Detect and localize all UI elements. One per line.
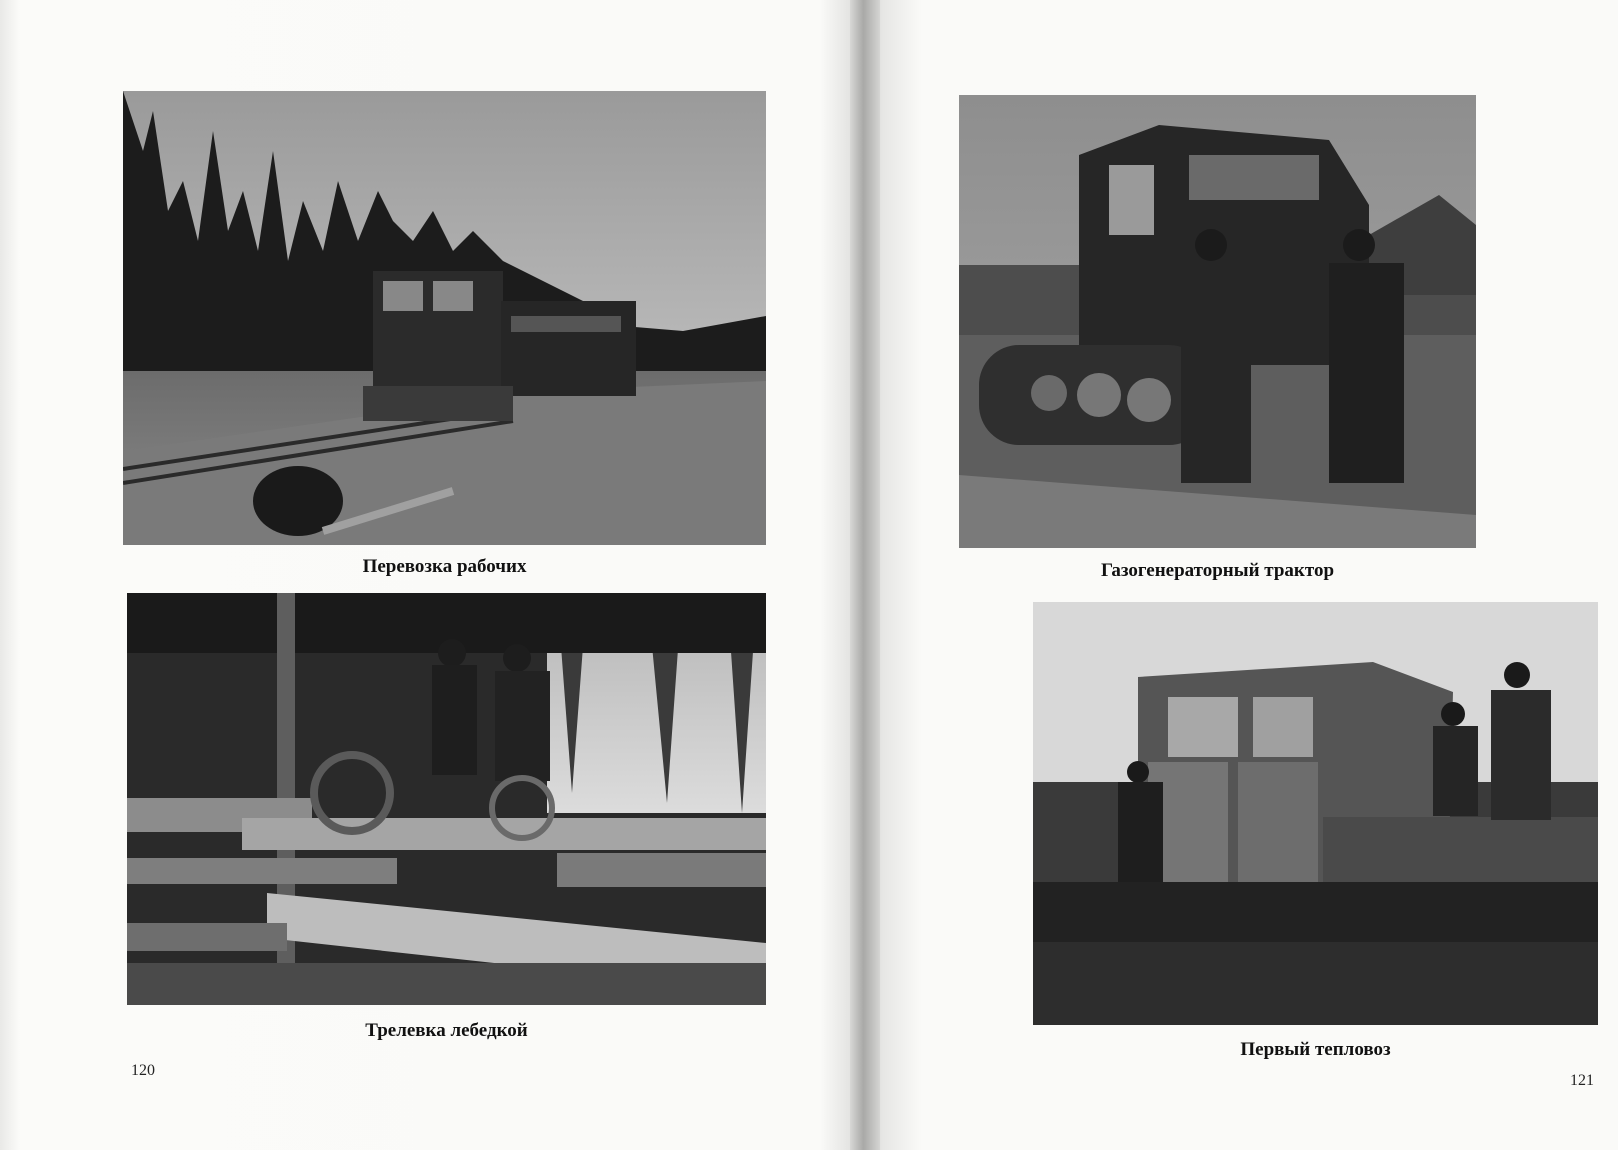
caption-gas-tractor: Газогенераторный трактор [1100, 560, 1335, 581]
photo-worker-transport [123, 91, 766, 545]
caption-winch-skidding: Трелевка лебедкой [365, 1020, 528, 1041]
page-number-right: 121 [1570, 1072, 1594, 1089]
photo-gas-tractor [959, 95, 1476, 548]
winch-image [127, 593, 766, 1005]
photo-first-diesel [1033, 602, 1598, 1025]
diesel-image [1033, 602, 1598, 1025]
book-gutter [850, 0, 880, 1150]
caption-first-diesel: Первый тепловоз [1240, 1039, 1391, 1060]
tractor-image [959, 95, 1476, 548]
page-number-left: 120 [131, 1062, 155, 1079]
caption-worker-transport: Перевозка рабочих [362, 556, 527, 577]
photo-winch-skidding [127, 593, 766, 1005]
locomotive-image [123, 91, 766, 545]
